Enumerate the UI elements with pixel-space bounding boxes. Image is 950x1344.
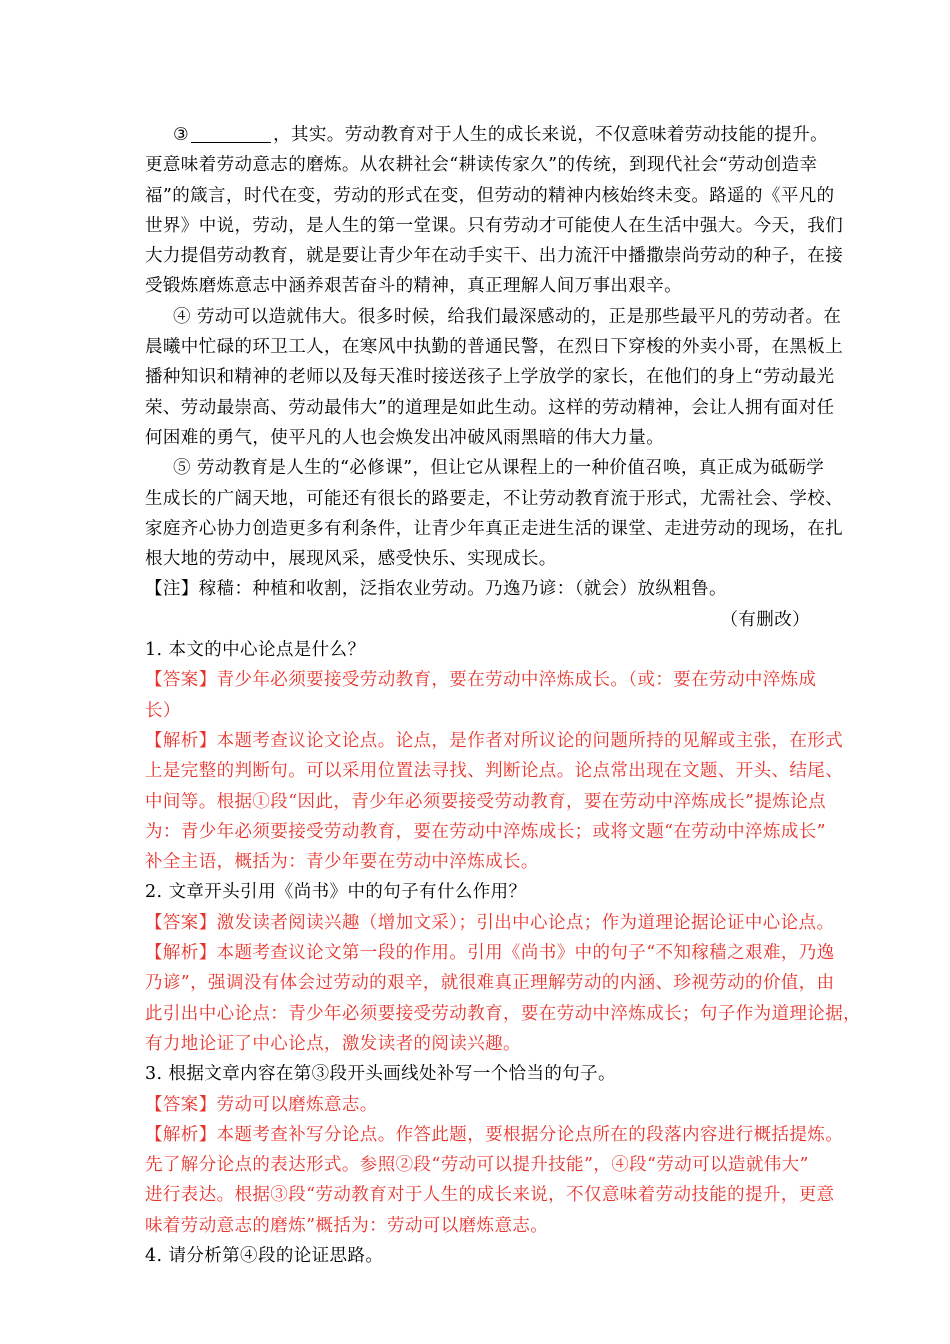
analysis-line: 为：青少年必须要接受劳动教育，要在劳动中淬炼成长；或将文题“在劳动中淬炼成长” [145,821,826,842]
analysis-line: 先了解分论点的表达形式。参照②段“劳动可以提升技能”，④段“劳动可以造就伟大” [145,1155,809,1176]
analysis-line: 有力地论证了中心论点，激发读者的阅读兴趣。 [145,1033,521,1054]
answer-line: 【答案】劳动可以磨炼意志。 [145,1094,378,1115]
paragraph-3-line: 受锻炼磨炼意志中涵养艰苦奋斗的精神，真正理解人间万事出艰辛。 [145,276,682,297]
question-1: 1. 本文的中心论点是什么？ [145,640,366,661]
analysis-line: 此引出中心论点：青少年必须要接受劳动教育，要在劳动中淬炼成长；句子作为道理论据， [145,1003,861,1024]
paragraph-marker: ③ [173,125,190,145]
question-3: 3. 根据文章内容在第③段开头画线处补写一个恰当的句子。 [145,1064,616,1085]
footnote: 【注】稼穑：种植和收割，泛指农业劳动。乃逸乃谚：（就会）放纵粗鲁。 [145,579,727,600]
question-2: 2. 文章开头引用《尚书》中的句子有什么作用？ [145,882,527,903]
paragraph-5-line: 家庭齐心协力创造更多有利条件，让青少年真正走进生活的课堂、走进劳动的现场，在扎 [145,518,844,539]
analysis-line: 味着劳动意志的磨炼”概括为：劳动可以磨炼意志。 [145,1215,549,1236]
analysis-line: 补全主语，概括为：青少年要在劳动中淬炼成长。 [145,852,539,873]
analysis-line: 【解析】本题考查议论文第一段的作用。引用《尚书》中的句子“不知稼穑之艰难，乃逸 [145,943,835,964]
paragraph-3-line: 福”的箴言，时代在变，劳动的形式在变，但劳动的精神内核始终未变。路遥的《平凡的 [145,185,835,206]
paragraph-3-line: 更意味着劳动意志的磨炼。从农耕社会“耕读传家久”的传统，到现代社会“劳动创造幸 [145,155,818,176]
analysis-line: 【解析】本题考查议论文论点。论点，是作者对所议论的问题所持的见解或主张，在形式 [145,730,844,751]
answer-line: 【答案】青少年必须要接受劳动教育，要在劳动中淬炼成长。（或：要在劳动中淬炼成 [145,670,817,691]
question-4: 4. 请分析第④段的论证思路。 [145,1245,384,1266]
paragraph-5-line: ⑤ 劳动教育是人生的“必修课”，但让它从课程上的一种价值召唤，真正成为砥砺学 [173,458,825,479]
answer-line: 长） [145,700,181,721]
paragraph-3-line: 世界》中说，劳动，是人生的第一堂课。只有劳动才可能使人在生活中强大。今天，我们 [145,215,844,236]
analysis-line: 中间等。根据①段“因此，青少年必须要接受劳动教育，要在劳动中淬炼成长”提炼论点 [145,791,826,812]
analysis-line: 【解析】本题考查补写分论点。作答此题，要根据分论点所在的段落内容进行概括提炼。 [145,1124,844,1145]
document-content [145,120,861,1271]
paragraph-5-line: 根大地的劳动中，展现风采，感受快乐、实现成长。 [145,549,557,570]
analysis-line: 上是完整的判断句。可以采用位置法寻找、判断论点。论点常出现在文题、开头、结尾、 [145,761,844,782]
paragraph-4-line: 播种知识和精神的老师以及每天准时接送孩子上学放学的家长，在他们的身上“劳动最光 [145,367,835,388]
source-note: （有删改） [720,609,810,630]
paragraph-3-line: 大力提倡劳动教育，就是要让青少年在动手实干、出力流汗中播撒崇尚劳动的种子，在接 [145,246,844,267]
analysis-line: 乃谚”，强调没有体会过劳动的艰辛，就很难真正理解劳动的内涵、珍视劳动的价值，由 [145,973,835,994]
paragraph-5-line: 生成长的广阔天地，可能还有很长的路要走，不让劳动教育流于形式，尤需社会、学校、 [145,488,844,509]
paragraph-4-line: 晨曦中忙碌的环卫工人，在寒风中执勤的普通民警，在烈日下穿梭的外卖小哥，在黑板上 [145,337,844,358]
answer-line: 【答案】激发读者阅读兴趣（增加文采）；引出中心论点；作为道理论据论证中心论点。 [145,912,835,933]
paragraph-4-line: ④ 劳动可以造就伟大。很多时候，给我们最深感动的，正是那些最平凡的劳动者。在 [173,306,842,327]
fill-in-blank [191,124,271,143]
paragraph-4-line: 荣、劳动最崇高、劳动最伟大”的道理是如此生动。这样的劳动精神，会让人拥有面对任 [145,397,835,418]
paragraph-3-line: ③ ，其实。劳动教育对于人生的成长来说，不仅意味着劳动技能的提升。 [173,125,828,145]
paragraph-4-line: 何困难的勇气，使平凡的人也会焕发出冲破风雨黑暗的伟大力量。 [145,427,665,448]
analysis-line: 进行表达。根据③段“劳动教育对于人生的成长来说，不仅意味着劳动技能的提升，更意 [145,1185,835,1206]
